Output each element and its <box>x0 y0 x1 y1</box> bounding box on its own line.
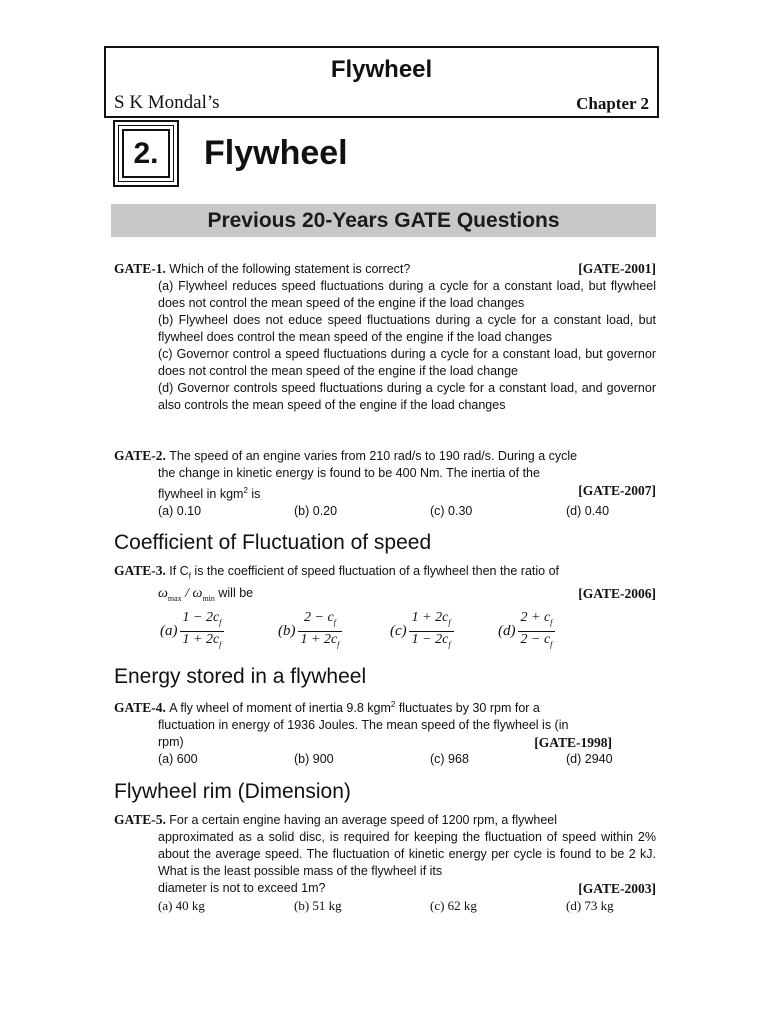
question-gate-2 <box>114 447 656 520</box>
question-text: The speed of an engine varies from 210 rad/s to 190 rad/s. During a cycle <box>169 449 578 463</box>
subscript: f <box>337 639 340 649</box>
subscript: f <box>333 618 336 628</box>
option-b: (b) 0.20 <box>294 504 338 519</box>
fraction-numerator: 1 − 2c <box>182 610 220 626</box>
question-text: For a certain engine having an average speed of 1200 rpm, a flywheel <box>169 813 558 827</box>
option-d: (d) 2940 <box>566 752 613 767</box>
option-d <box>498 610 555 653</box>
question-year: [GATE-2001] <box>578 261 656 276</box>
question-text: If C <box>169 564 189 578</box>
question-text-cont: approximated as a solid disc, is required for keeping the fluctuation of speed within 2% about the average speed. The fluctuation of kinetic energy per cycle is found to be 2 kJ. What is the least possible mass of the flywheel if its <box>158 830 656 878</box>
option-d: (d) Governor controls speed fluctuations during a cycle for a constant load, and governor also controls the mean speed of the engine if the load changes <box>158 381 656 412</box>
fraction-denominator: 1 + 2c <box>182 632 220 648</box>
option-label: (a) <box>160 623 178 640</box>
question-year: [GATE-2006] <box>578 585 656 601</box>
option-label: (d) <box>498 623 516 640</box>
section-banner: Previous 20-Years GATE Questions <box>111 204 656 237</box>
section-heading: Coefficient of Fluctuation of speed <box>114 531 432 554</box>
subscript: f <box>448 639 451 649</box>
question-text-end: is <box>247 487 261 502</box>
question-year: [GATE-2007] <box>578 483 656 498</box>
fraction-denominator: 1 − 2c <box>411 632 449 648</box>
option-a <box>160 610 224 653</box>
option-label: (b) <box>278 623 296 640</box>
option-b: (b) 51 kg <box>294 898 342 913</box>
question-text-last: flywheel in kgm <box>158 487 244 502</box>
fraction-denominator: 2 − c <box>520 632 551 648</box>
question-text: A fly wheel of moment of inertia 9.8 kgm <box>169 701 391 716</box>
option-a: (a) Flywheel reduces speed fluctuations during a cycle for a constant load, but flywheel does not control the mean speed of the engine if the load changes <box>158 279 656 310</box>
question-text-end: fluctuates by 30 rpm for a <box>395 701 540 716</box>
options-row <box>114 503 656 520</box>
subscript: f <box>550 618 553 628</box>
subscript-max: max <box>167 593 182 603</box>
option-a: (a) 600 <box>158 752 198 767</box>
option-label: (c) <box>390 623 407 640</box>
fraction-numerator: 2 − c <box>304 610 334 626</box>
chapter-number: 2. <box>122 129 170 178</box>
subscript: f <box>188 571 191 581</box>
option-c: (c) 0.30 <box>430 504 473 519</box>
option-c <box>390 610 454 653</box>
options-row <box>114 610 656 654</box>
fraction-numerator: 1 + 2c <box>411 610 449 626</box>
question-text-3: will be <box>214 585 254 600</box>
superscript: 2 <box>390 700 396 709</box>
question-label: GATE-3. <box>114 563 166 578</box>
option-d: (d) 73 kg <box>566 898 614 913</box>
question-text: Which of the following statement is correct? <box>169 262 411 276</box>
question-label: GATE-1. <box>114 261 166 276</box>
option-c: (c) Governor control a speed fluctuations during a cycle for a constant load, but governor does not control the mean speed of the engine if the load change <box>158 347 656 378</box>
question-label: GATE-4. <box>114 700 166 716</box>
question-gate-1 <box>114 260 656 414</box>
chapter-number-box <box>113 120 179 187</box>
option-c: (c) 968 <box>430 752 469 767</box>
subscript: f <box>550 639 553 649</box>
header-box <box>104 46 659 118</box>
omega-symbol-2: / ω <box>181 585 203 601</box>
question-gate-4 <box>114 696 656 768</box>
fraction-numerator: 2 + c <box>520 610 551 626</box>
question-year: [GATE-1998] <box>534 735 612 751</box>
options-row <box>114 897 656 914</box>
option-d: (d) 0.40 <box>566 504 610 519</box>
option-a: (a) 0.10 <box>158 504 202 519</box>
question-text-last: diameter is not to exceed 1m? <box>158 881 326 895</box>
omega-symbol: ω <box>158 585 168 601</box>
question-text-cont: the change in kinetic energy is found to be 400 Nm. The inertia of the <box>158 466 540 480</box>
superscript: 2 <box>243 486 248 495</box>
subscript: f <box>448 618 451 628</box>
options-row <box>114 751 656 768</box>
subscript: f <box>219 618 222 628</box>
question-year: [GATE-2003] <box>578 881 656 896</box>
question-text-2: is the coefficient of speed fluctuation of a flywheel then the ratio of <box>190 564 560 578</box>
header-chapter: Chapter 2 <box>576 94 649 113</box>
section-heading: Flywheel rim (Dimension) <box>114 780 351 803</box>
section-heading: Energy stored in a flywheel <box>114 665 367 688</box>
question-text-last: rpm) <box>158 735 184 750</box>
header-author: S K Mondal’s <box>114 92 220 113</box>
question-gate-3 <box>114 562 656 654</box>
option-c: (c) 62 kg <box>430 898 477 913</box>
subscript: f <box>219 639 222 649</box>
option-b: (b) 900 <box>294 752 334 767</box>
question-text-cont: fluctuation in energy of 1936 Joules. The mean speed of the flywheel is (in <box>158 718 569 733</box>
question-gate-5 <box>114 811 656 914</box>
question-label: GATE-5. <box>114 812 166 827</box>
header-title: Flywheel <box>330 56 433 83</box>
option-a: (a) 40 kg <box>158 898 205 913</box>
subscript-min: min <box>202 593 215 603</box>
chapter-title: Flywheel <box>204 134 348 172</box>
option-b <box>278 610 342 653</box>
question-label: GATE-2. <box>114 448 166 463</box>
option-b: (b) Flywheel does not educe speed fluctuations during a cycle for a constant load, but flywheel does control the mean speed of the engine if the load changes <box>158 313 656 344</box>
fraction-denominator: 1 + 2c <box>300 632 338 648</box>
